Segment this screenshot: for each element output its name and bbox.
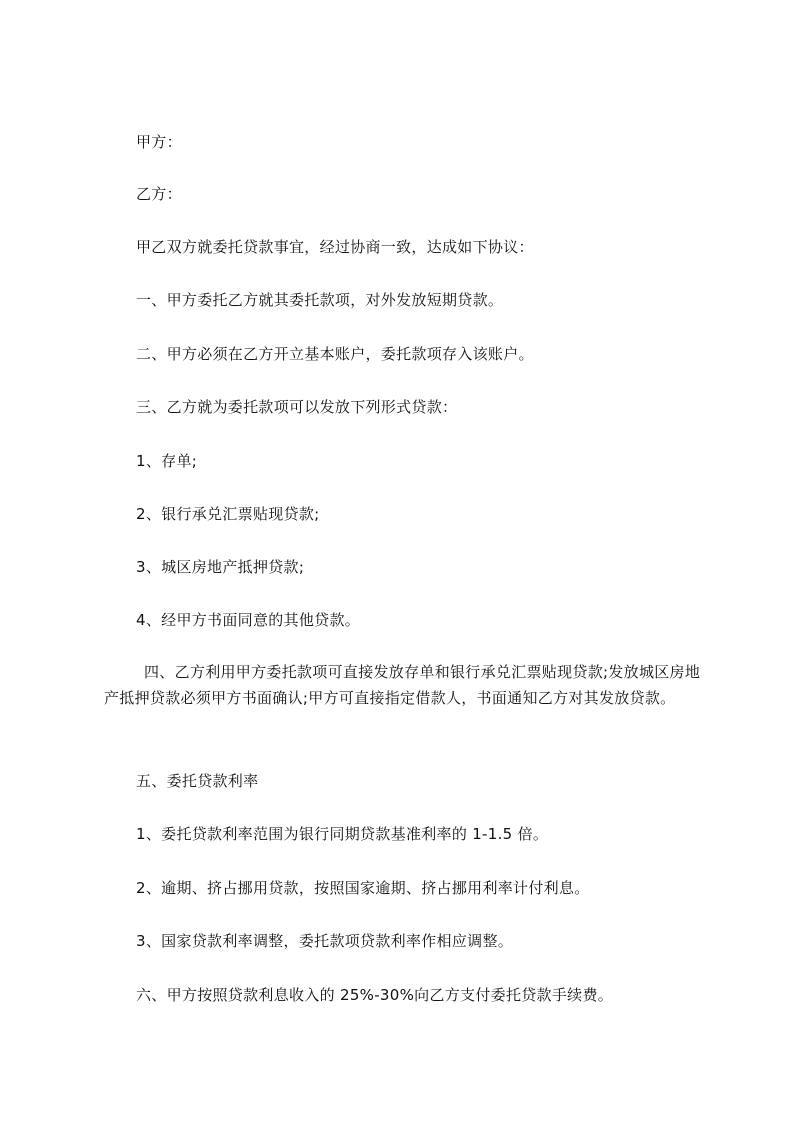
- clause-3-item-4: 4、经甲方书面同意的其他贷款。: [136, 611, 361, 629]
- clause-5-item-1: 1、委托贷款利率范围为银行同期贷款基准利率的 1-1.5 倍。: [136, 825, 549, 843]
- clause-3: 三、乙方就为委托款项可以发放下列形式贷款：: [136, 398, 458, 416]
- clause-3-item-2: 2、银行承兑汇票贴现贷款;: [136, 505, 320, 523]
- agreement-intro: 甲乙双方就委托贷款事宜，经过协商一致，达成如下协议：: [136, 238, 534, 256]
- clause-5-item-3: 3、国家贷款利率调整，委托款项贷款利率作相应调整。: [136, 932, 514, 950]
- party-b-label: 乙方：: [136, 185, 182, 203]
- clause-5-item-2: 2、逾期、挤占挪用贷款，按照国家逾期、挤占挪用利率计付利息。: [136, 879, 590, 897]
- clause-3-item-3: 3、城区房地产抵押贷款;: [136, 558, 305, 576]
- party-a-label: 甲方：: [136, 133, 182, 151]
- clause-2: 二、甲方必须在乙方开立基本账户，委托款项存入该账户。: [136, 345, 534, 363]
- clause-5: 五、委托贷款利率: [136, 772, 259, 790]
- clause-4: 四、乙方利用甲方委托款项可直接发放存单和银行承兑汇票贴现贷款;发放城区房地产抵押贷款必须甲方书面确认;甲方可直接指定借款人，书面通知乙方对其发放贷款。: [104, 663, 701, 707]
- clause-6: 六、甲方按照贷款利息收入的 25%-30%向乙方支付委托贷款手续费。: [136, 986, 614, 1004]
- clause-1: 一、甲方委托乙方就其委托款项，对外发放短期贷款。: [136, 291, 504, 309]
- clause-3-item-1: 1、存单;: [136, 452, 198, 470]
